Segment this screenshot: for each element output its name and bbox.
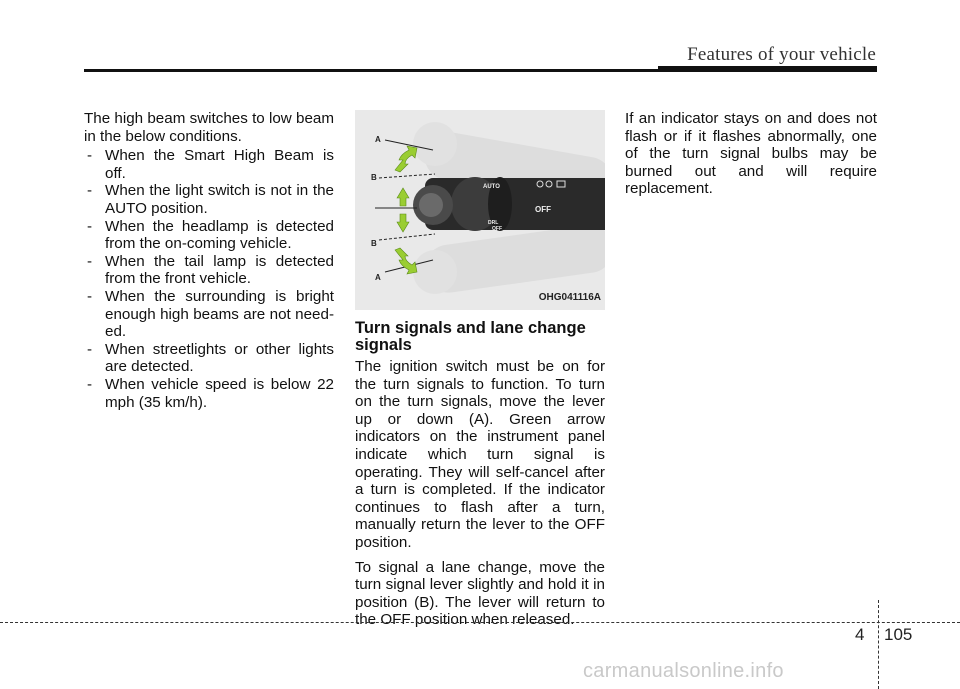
- turn-signal-lever-figure: [355, 110, 605, 310]
- section-title: Turn signals and lane change signals: [355, 319, 586, 354]
- footer-rule: [0, 622, 960, 623]
- dash-bullet: -: [87, 217, 93, 235]
- callout-b-top: B: [371, 173, 377, 182]
- condition-item: - When vehicle speed is below 22 mph (35 km/h).: [87, 375, 334, 411]
- svg-text:AUTO: AUTO: [483, 184, 500, 190]
- condition-item: - When the light switch is not in the AUTO position.: [87, 182, 334, 217]
- condition-item: - When the tail lamp is detected from the front vehicle.: [87, 252, 334, 288]
- lane-change-paragraph: To signal a lane change, move the turn signal lever slightly and hold it in position (B). The lever will return to the OFF position when released.: [355, 558, 605, 629]
- condition-item: - When the Smart High Beam is off.: [87, 147, 334, 182]
- column-left: [84, 110, 334, 411]
- figure-code: OHG041116A: [538, 292, 601, 304]
- callout-a-bottom: A: [375, 273, 381, 282]
- callout-b-bottom: B: [371, 239, 377, 248]
- chapter-number: 4: [855, 625, 865, 644]
- conditions-list: [84, 147, 334, 411]
- callout-a-top: A: [375, 135, 381, 144]
- footer-divider: [878, 600, 879, 689]
- dash-bullet: -: [87, 287, 93, 305]
- condition-item: - When the headlamp is detected from the on-coming vehicle.: [87, 217, 334, 253]
- column-middle: [355, 110, 605, 629]
- indicator-paragraph: If an indicator stays on and does not flash or if it flashes abnormally, one of the turn signal bulbs may be burned out and will require replacement.: [625, 110, 877, 198]
- dash-bullet: -: [87, 375, 93, 393]
- dash-bullet: -: [87, 182, 93, 200]
- main-lever: [413, 177, 605, 232]
- dash-bullet: -: [87, 340, 93, 358]
- svg-text:OFF: OFF: [535, 205, 551, 214]
- turn-signal-paragraph: The ignition switch must be on for the turn signals to function. To turn on the turn signals, move the lever up or down (A). Green arrow indicators on the instrument panel indicate which turn signal is operating. They will self-cancel after a turn is completed. If the indicator continues to flash after a turn, manually return the lever to the OFF position.: [355, 358, 605, 551]
- svg-text:OFF: OFF: [492, 226, 502, 232]
- condition-item: - When the surrounding is bright enough high beams are not need- ed.: [87, 287, 334, 341]
- svg-text:DRL: DRL: [488, 220, 499, 226]
- condition-item: - When streetlights or other lights are detected.: [87, 340, 334, 376]
- header-rule-accent: [658, 66, 877, 72]
- watermark: carmanualsonline.info: [583, 660, 784, 682]
- page-number: 105: [884, 625, 913, 644]
- column-right: [625, 110, 877, 198]
- dash-bullet: -: [87, 252, 93, 270]
- dash-bullet: -: [87, 147, 93, 165]
- intro-text: The high beam switches to low beam in the below conditions.: [84, 110, 334, 145]
- header-title: Features of your vehicle: [687, 44, 876, 65]
- turn-signal-lever-illustration: [355, 110, 605, 310]
